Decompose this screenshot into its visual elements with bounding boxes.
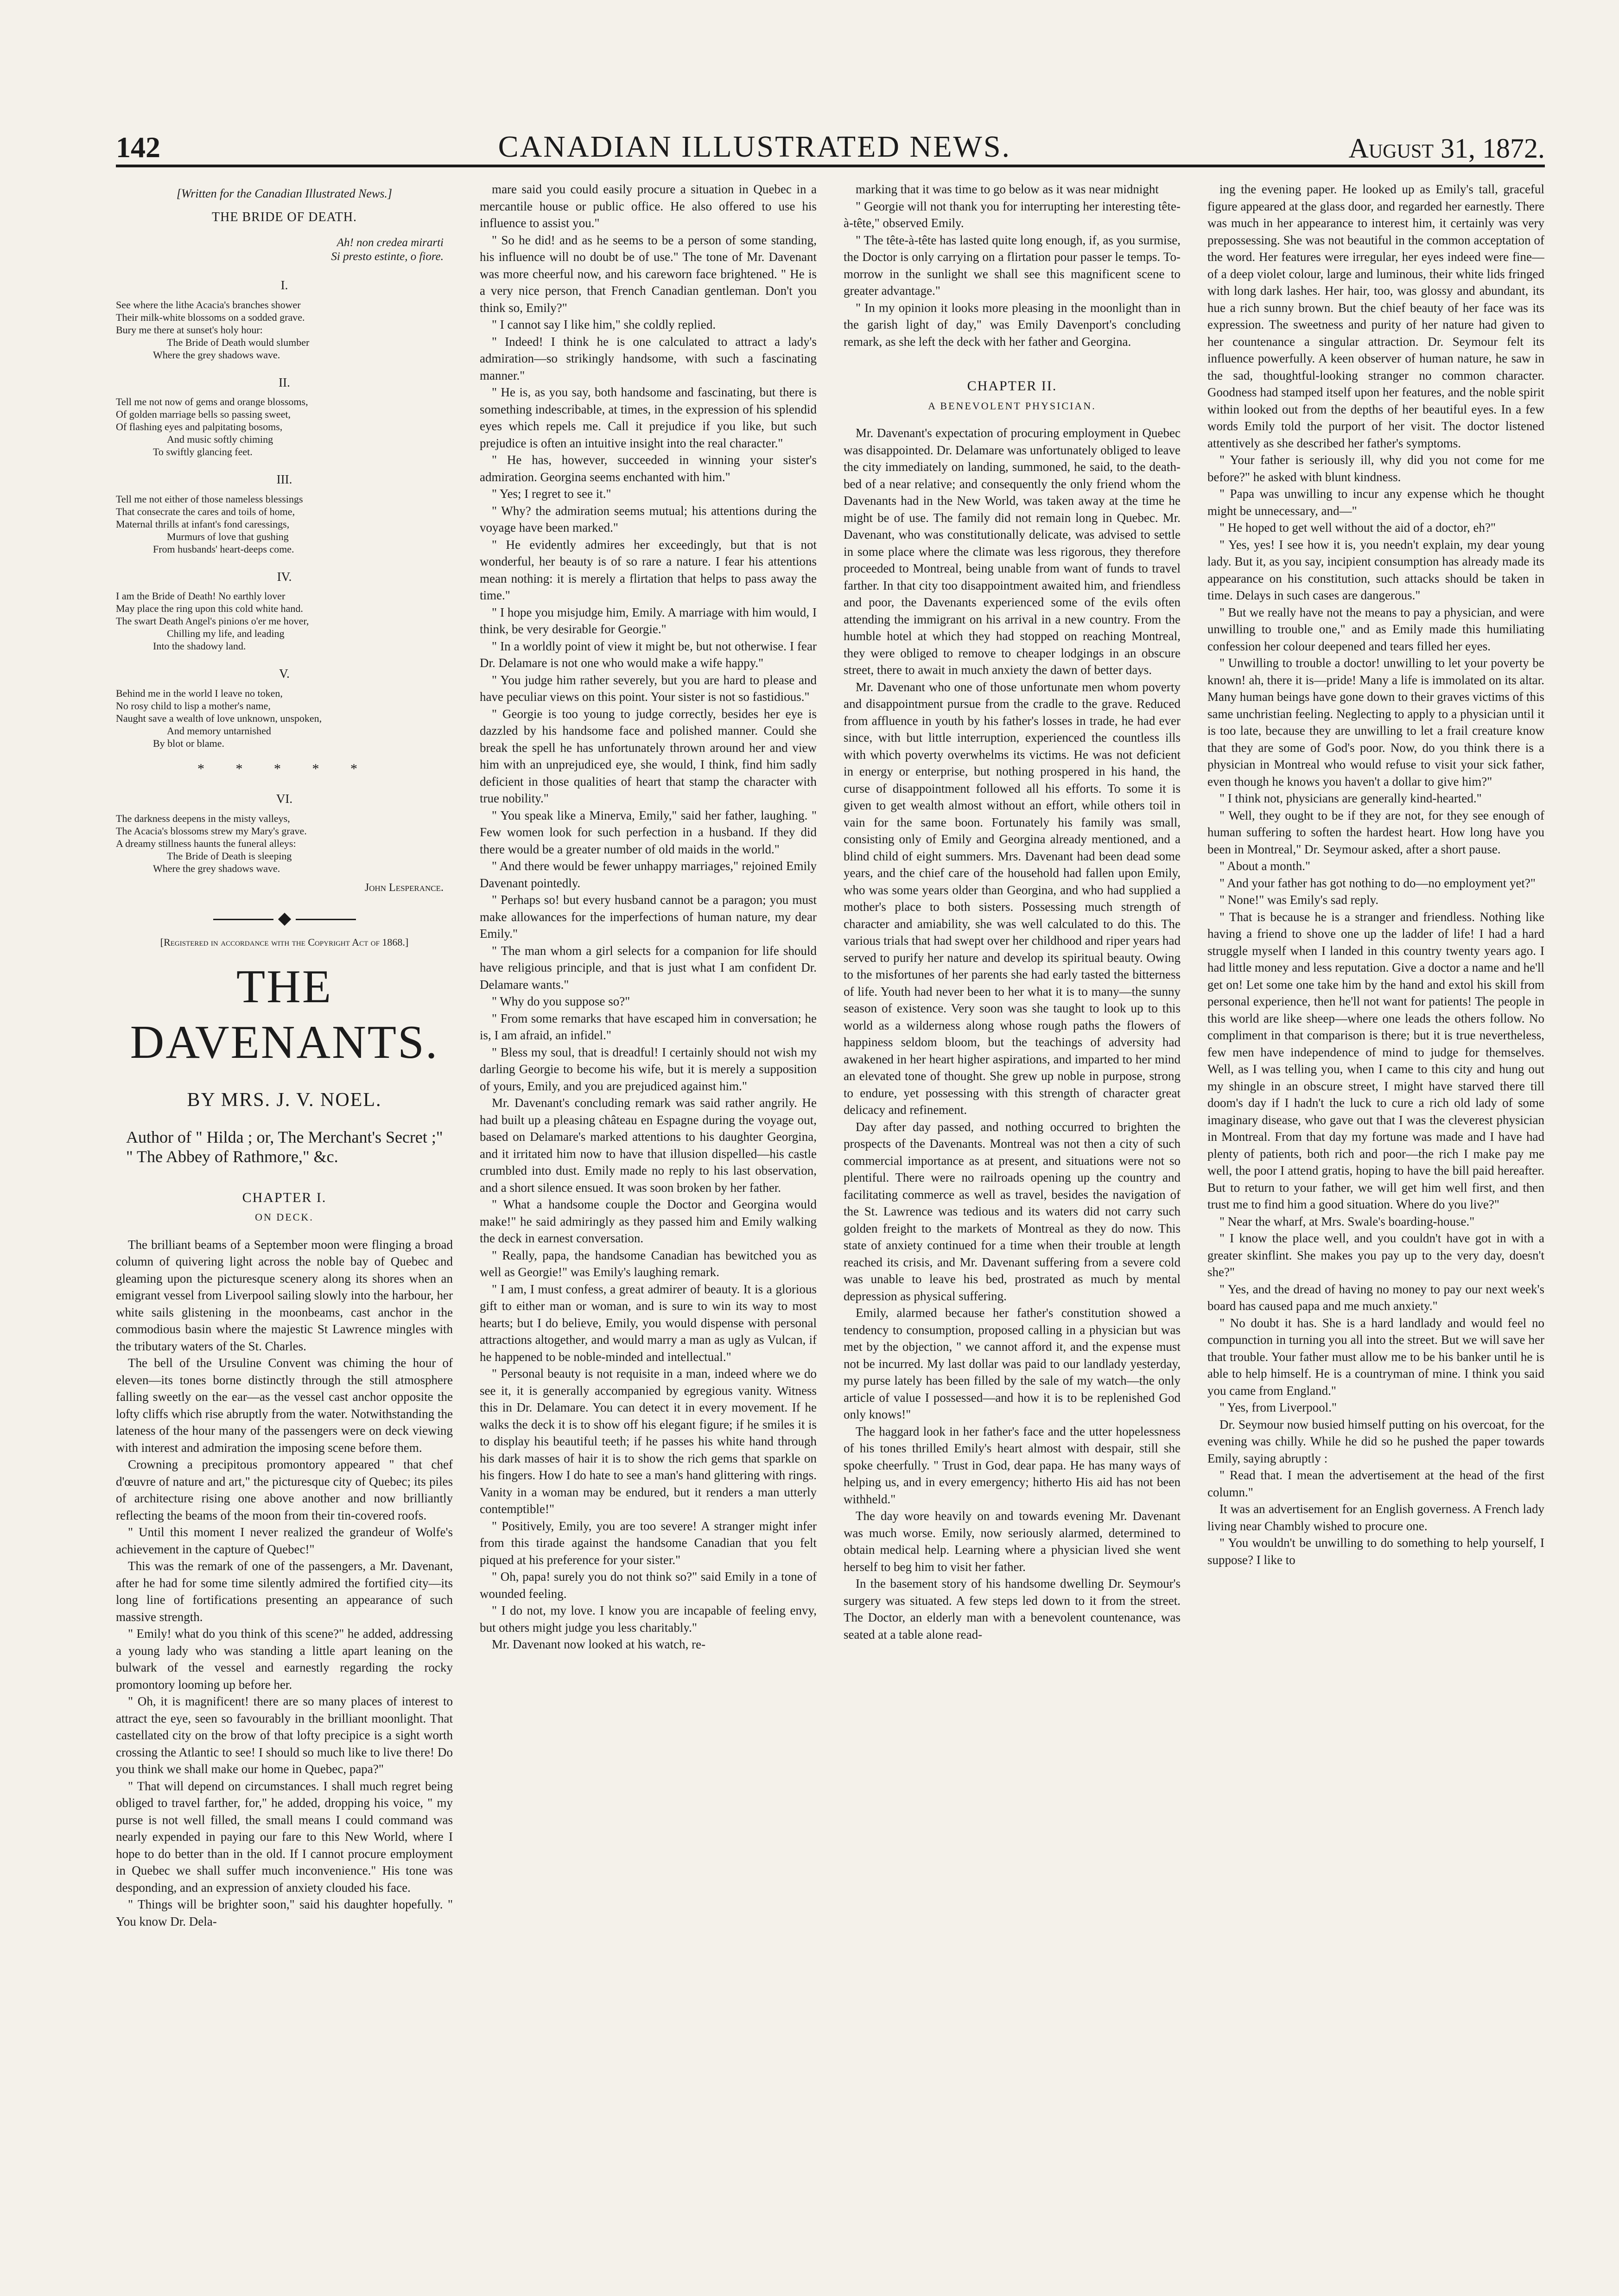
paragraph: It was an advertisement for an English governess. A French lady living near Chambly wished to procure one. [1207,1502,1544,1533]
poem-line: No rosy child to lisp a mother's name, [116,700,271,712]
serial-byline: BY MRS. J. V. NOEL. [187,1089,382,1111]
poem-last-stanza [116,790,453,875]
stanza-numeral: II. [279,375,290,389]
poem-line: Tell me not now of gems and orange blossoms, [116,396,308,407]
paragraph: " Georgie will not thank you for interrupting her interesting tête-à-tête," observed Emily. [844,199,1181,230]
column-4-text [1207,181,1544,1568]
poem-line: Chilling my life, and leading [167,628,285,639]
paragraph: " Emily! what do you think of this scene?" he added, addressing a young lady who was standing a little apart leaning on the bulwark of the vessel and earnestly regarding the rocky promontory looming up before her. [116,1627,453,1692]
paragraph: " Read that. I mean the advertisement at the head of the first column." [1207,1468,1544,1499]
copyright-notice: [Registered in accordance with the Copyright Act of 1868.] [160,936,409,948]
poem-line: A dreamy stillness haunts the funeral alleys: [116,837,296,849]
paragraph: " Why? the admiration seems mutual; his attentions during the voyage have been marked." [480,503,817,534]
paragraph: " Really, papa, the handsome Canadian has bewitched you as well as Georgie!" was Emily's laughing remark. [480,1248,817,1279]
paragraph: " Oh, it is magnificent! there are so many places of interest to attract the eye, seen so favourably in the brilliant moonlight. That castellated city on the brow of that lofty precipice is a sight worth crossing the Atlantic to see! I should so much like to live there! Do you think we shall make our home in Quebec, papa?" [116,1694,453,1776]
paragraph: This was the remark of one of the passengers, a Mr. Davenant, after he had for some time silently admired the fortified city—its long line of fortifications presenting an appearance of such massive strength. [116,1559,453,1624]
epigraph-line: Si presto estinte, o fiore. [331,250,444,263]
paragraph: " From some remarks that have escaped him in conversation; he is, I am afraid, an infidel." [480,1011,817,1042]
poem-line: Into the shadowy land. [153,640,246,652]
stanza-lines [116,395,453,458]
poem-stars: * * * * * [197,761,371,776]
poem-line: And music softly chiming [167,433,273,445]
paragraph: Day after day passed, and nothing occurred to brighten the prospects of the Davenants. Montreal was not then a city of such commercial importance as at present, and situations were not so plentiful. There were no railroads opening up the country and facilitating commerce as well as travel, besides the navigation of the St. Lawrence was tedious and its waters did not carry such golden freight to the markets of Montreal as they do now. This state of anxiety continued for a time when their trouble at length reached its crisis, and Mr. Davenant suffering from a severe cold was unable to leave his bed, prostrated as much by mental depression as physical suffering. [844,1119,1181,1303]
paragraph: " You wouldn't be unwilling to do something to help yourself, I suppose? I like to [1207,1536,1544,1567]
stanza-lines [116,493,453,555]
paragraph: Mr. Davenant now looked at his watch, re- [492,1637,706,1651]
paragraph: " I cannot say I like him," she coldly replied. [492,318,716,331]
poem-line: By blot or blame. [153,737,224,749]
poem-line: Bury me there at sunset's holy hour: [116,324,263,336]
paragraph: " Yes; I regret to see it." [492,487,611,501]
ornament-line [213,919,273,920]
paragraph: Crowning a precipitous promontory appeared " that chef d'œuvre of nature and art," the picturesque city of Quebec; its piles of architecture rising one above another and now brilliantly reflecting the beams of the moon from their tin-covered roofs. [116,1457,453,1522]
poem-stanza [116,790,453,875]
paragraph: " Yes, and the dread of having no money to pay our next week's board has caused papa and me much anxiety." [1207,1282,1544,1313]
poem-stanza [116,568,453,653]
poem-epigraph [116,236,444,264]
paragraph: " Near the wharf, at Mrs. Swale's boarding-house." [1219,1214,1475,1228]
poem-line: Of flashing eyes and palpitating bosoms, [116,421,283,432]
paragraph: " About a month." [1219,859,1311,873]
paragraph: " Things will be brighter soon," said his daughter hopefully. " You know Dr. Dela- [116,1897,453,1928]
poem-line: That consecrate the cares and toils of home, [116,505,295,517]
paragraph: Dr. Seymour now busied himself putting on his overcoat, for the evening was chilly. While he did so he pushed the paper towards Emily, saying abruptly : [1207,1417,1544,1465]
paragraph: " He is, as you say, both handsome and fascinating, but there is something indescribable, at times, in the expression of his splendid eyes which repels me. Call it prejudice if you like, but such prejudice is often an intuitive insight into the real character." [480,385,817,450]
stanza-numeral: I. [280,278,288,292]
poem-line: The Bride of Death would slumber [167,336,310,348]
paragraph: " In a worldly point of view it might be, but not otherwise. I fear Dr. Delamare is not one who would make a wife happy." [480,639,817,670]
paragraph: " Yes, from Liverpool." [1219,1400,1337,1414]
stanza-numeral: III. [276,472,292,486]
paragraph: " Georgie is too young to judge correctly, besides her eye is dazzled by his handsome face and polished manner. Could she break the spell he has unfortunately thrown around her and view him with an unprejudiced eye, she would, I think, find him sadly deficient in those qualities of heart that stamp the character with true nobility." [480,706,817,805]
paragraph: Mr. Davenant who one of those unfortunate men whom poverty and disappointment pursue from the cradle to the grave. Reduced from affluence in youth by his father's losses in trade, he had ever since, with but little interruption, experienced the countless ills with which poverty overwhelms its victims. He was not deficient in energy or enterprise, but nothing prospered in his hand, the curse of disappointment followed all his efforts. To some it is given to get wealth almost without an effort, while others toil in vain for the same boon. Fortunately his family was small, consisting only of Emily and Georgina already mentioned, and a blind child of eight summers. Mrs. Davenant had been dead some years, and the chief care of the household had fallen upon Emily, who was some years older than Georgina, and who had supplied a mother's place to both sisters. Possessing much strength of character and amiability, she was well calculated to do this. The various trials that had swept over her childhood and riper years had served to purify her nature and develop its spiritual beauty. Owing to the misfortunes of her parents she had early tasted the bitterness of life. Youth had never been to her what it is to many—the sunny season of existence. Very soon was she taught to look up to this world as a wilderness along whose rough paths the flowers of happiness seldom bloom, but the teachings of adversity had awakened in her heart higher aspirations, and imparted to her mind an elevated tone of thought. She grew up noble in purpose, strong to endure, yet possessing with this strength of character great delicacy and refinement. [844,680,1181,1117]
epigraph-line: Ah! non credea mirarti [336,236,444,249]
issue-date: August 31, 1872. [1348,133,1545,164]
author-credits: Author of " Hilda ; or, The Merchant's Secret ;" " The Abbey of Rathmore," &c. [126,1127,443,1166]
ornament-divider [116,915,453,924]
publication-title: CANADIAN ILLUSTRATED NEWS. [498,130,1011,164]
stanza-numeral: VI. [276,792,293,806]
stanza-numeral: V. [279,667,290,681]
paragraph: " And your father has got nothing to do—no employment yet?" [1219,876,1536,890]
serial-title: THE DAVENANTS. [130,960,439,1068]
poem-line: I am the Bride of Death! No earthly lover [116,590,286,602]
paragraph: " That will depend on circumstances. I shall much regret being obliged to travel farther, for," he added, dropping his voice, " my purse is not well filled, the small means I could command was nearly expended in paying our fare to this New World, where I hope to do better than in the old. If I cannot procure employment in Quebec we shall suffer much inconvenience." His tone was desponding, and an expression of anxiety clouded his face. [116,1779,453,1895]
paragraph: Emily, alarmed because her father's constitution showed a tendency to consumption, proposed calling in a physician but was met by the objection, " we cannot afford it, and the expense must not be incurred. My last dollar was paid to our landlady yesterday, my purse lately has been filled by the sale of my watch—the only article of value I possessed—and how it is to be replenished God only knows!" [844,1306,1181,1421]
poem-line: Murmurs of love that gushing [167,530,289,542]
poem-signature: John Lesperance. [364,881,444,894]
poem-line: May place the ring upon this cold white hand. [116,603,303,614]
paragraph: ing the evening paper. He looked up as Emily's tall, graceful figure appeared at the glass door, and regarded her earnestly. There was much in her appearance to interest him, it certainly was very prepossessing. She was not beautiful in the common acceptation of the word. Her features were irregular, her eyes indeed were fine—of a deep violet colour, large and luminous, their white lids fringed with long dark lashes. Her hair, too, was glossy and abundant, its hue a rich sunny brown. But the chief beauty of her face was its expression. The sweetness and purity of her nature had given to her countenance a singular attraction. Dr. Seymour felt its influence powerfully. A keen observer of human nature, he saw in the sad, thoughtful-looking stranger no common character. Goodness had stamped itself upon her features, and the noble spirit within looked out from the depths of her beautiful eyes. In a few words Emily told the purport of her visit. The doctor listened attentively as she described her father's symptoms. [1207,182,1544,450]
paragraph: Mr. Davenant's expectation of procuring employment in Quebec was disappointed. Dr. Delamare was unfortunately obliged to leave the city immediately on landing, summoned, he said, to the death-bed of a near relative; and consequently the only friend whom the Davenants had in the New World, was taken away at the time he might be of use. The family did not remain long in Quebec. Mr. Davenant, who was constitutionally delicate, was advised to settle in some place where the climate was less rigorous, they therefore proceeded to Montreal, being unable from want of funds to travel farther. In that city too disappointment awaited him, and friendless and poor, the Davenants experienced some of the evils often attending the immigrant on his arrival in a new country. From the humble hotel at which they had stopped on reaching Montreal, they were obliged to remove to cheaper lodgings in an obscure street, there to await in much anxiety the dawn of better days. [844,426,1181,677]
stanza-lines [116,590,453,652]
paragraph: The day wore heavily on and towards evening Mr. Davenant was much worse. Emily, now seriously alarmed, determined to obtain medical help. Learning where a physician lived she went herself to beg him to visit her father. [844,1509,1181,1574]
paragraph: " Your father is seriously ill, why did you not come for me before?" he asked with blunt kindness. [1207,453,1544,484]
paragraph: " He evidently admires her exceedingly, but that is not wonderful, her beauty is of so rare a nature. I fear his attentions mean nothing: it is merely a flirtation that helps to pass away the time." [480,537,817,602]
column-2-text [480,181,817,1653]
paragraph: The bell of the Ursuline Convent was chiming the hour of eleven—its tones borne distinctly through the still atmosphere falling sweetly on the ear—as the vessel cast anchor opposite the lofty cliffs which rise abruptly from the water. Notwithstanding the lateness of the hour many of the passengers were on deck viewing with interest and admiration the imposing scene before them. [116,1356,453,1455]
paragraph: " I do not, my love. I know you are incapable of feeling envy, but others might judge you less charitably." [480,1603,817,1635]
stanza-lines [116,687,453,750]
poem-line: The Bride of Death is sleeping [167,850,292,862]
paragraph: " I know the place well, and you couldn't have got in with a greater skinflint. She makes you pay up to the very day, doesn't she?" [1207,1231,1544,1279]
paragraph: " In my opinion it looks more pleasing in the moonlight than in the garish light of day," was Emily Davenport's concluding remark, as she left the deck with her father and Georgina. [844,300,1181,349]
poem-line: Naught save a wealth of love unknown, unspoken, [116,712,322,724]
paragraph: " I am, I must confess, a great admirer of beauty. It is a glorious gift to either man or woman, and is sure to win its way to most hearts; but I do believe, Emily, you would dispense with personal attractions altogether, and would marry a man as ugly as Vulcan, if he happened to be noble-minded and intellectual." [480,1282,817,1364]
paragraph: " Unwilling to trouble a doctor! unwilling to let your poverty be known! ah, there it is—pride! Many a life is immolated on its altar. Many human beings have gone down to their graves victims of this same unchristian feeling. Neglecting to apply to a physician until it is too late, because they are unwilling to let a frail creature know that they are some of God's poor. Now, do you think there is a physician in Montreal who would refuse to visit your sick father, even though he knows you haven't a dollar to give him?" [1207,656,1544,789]
poem-line: The swart Death Angel's pinions o'er me hover, [116,615,309,627]
poem-stanza [116,665,453,750]
paragraph: " None!" was Emily's sad reply. [1219,893,1379,907]
paragraph: " Oh, papa! surely you do not think so?" said Emily in a tone of wounded feeling. [480,1570,817,1601]
paragraph: The brilliant beams of a September moon were flinging a broad column of quivering light across the noble bay of Quebec and gleaming upon the picturesque scenery along its shores when an emigrant vessel from Liverpool sailing slowly into the harbour, her white sails glistening in the moonbeams, cast anchor in the commodious basin where the majestic St Lawrence mingles with the tributary waters of the St. Charles. [116,1237,453,1353]
poem-stanza [116,374,453,458]
poem-line: Their milk-white blossoms on a sodded grave. [116,311,305,323]
paragraph: " That is because he is a stranger and friendless. Nothing like having a friend to shove one up the ladder of life! I had a hard struggle myself when I landed in this country twenty years ago. I had little money and less reputation. Give a doctor a name and he'll get on! Let some one take him by the hand and extol his skill from personal experience, then he'll not want for patients! The people in this world are like sheep—where one leads the others follow. No compliment in that comparison is there; but it is true nevertheless, few men have independence of mind to judge for themselves. Well, as I was telling you, when I came to this city and hung out my shingle in an obscure street, I might have starved there till doom's day if I hadn't the luck to cure a rich old lady of some imaginary disease, who gave out that I was the cleverest physician in Montreal. From that day my fortune was made and I have had plenty of patients, both rich and poor—the rich I make pay me well, the poor I attend gratis, hoping to have the bill paid hereafter. But to return to your father, we will get him well first, and then trust me to find him a good situation. Where do you live?" [1207,909,1544,1211]
poem-line: Maternal thrills at infant's fond caressings, [116,518,290,530]
paragraph: " Bless my soul, that is dreadful! I certainly should not wish my darling Georgie to become his wife, but it is merely a supposition of yours, Emily, and you are prejudiced against him." [480,1045,817,1093]
paragraph: " But we really have not the means to pay a physician, and were unwilling to trouble one," and as Emily made this humiliating confession her colour deepened and tears filled her eyes. [1207,605,1544,653]
poem-stanzas [116,277,453,750]
paragraph: " He hoped to get well without the aid of a doctor, eh?" [1219,521,1496,534]
column-2 [480,181,817,2253]
paragraph: " Perhaps so! but every husband cannot be a paragon; you must make allowances for the imperfections of human nature, my dear Emily." [480,893,817,941]
paragraph: " Well, they ought to be if they are not, for they see enough of human suffering to soften the hardest heart. How long have you been in Montreal," Dr. Seymour asked, after a short pause. [1207,808,1544,856]
poem-line: And memory untarnished [167,725,271,737]
paragraph: " I hope you misjudge him, Emily. A marriage with him would, I think, be very desirable for Georgie." [480,605,817,636]
poem-stanza [116,471,453,555]
paragraph: " The tête-à-tête has lasted quite long enough, if, as you surmise, the Doctor is only carrying on a flirtation pour passer le temps. To-morrow in the sunlight we shall see this magnificent scene to greater advantage." [844,233,1181,298]
paragraph: " The man whom a girl selects for a companion for life should have religious principle, and that is just what I am confident Dr. Delamare wants." [480,943,817,992]
chapter-2-subtitle: A BENEVOLENT PHYSICIAN. [928,400,1096,412]
paragraph: In the basement story of his handsome dwelling Dr. Seymour's surgery was situated. A few steps led down to it from the street. The Doctor, an elderly man with a benevolent countenance, was seated at a table alone read- [844,1577,1181,1641]
column-4 [1207,181,1544,2253]
paragraph: " Papa was unwilling to incur any expense which he thought might be unnecessary, and—" [1207,487,1544,518]
paragraph: " Indeed! I think he is one calculated to attract a lady's admiration—so strikingly handsome, with such a fascinating manner." [480,334,817,382]
paragraph: " Yes, yes! I see how it is, you needn't explain, my dear young lady. But it, as you say, incipient consumption has already made its appearance on his constitution, such attacks should be taken in time. Delays in such cases are dangerous." [1207,537,1544,602]
poem-line: From husbands' heart-deeps come. [153,543,294,555]
stanza-lines [116,299,453,361]
paragraph: " You speak like a Minerva, Emily," said her father, laughing. " Few women look for such perfection in a husband. If they did there would be a greater number of old maids in the world." [480,808,817,856]
poem-line: The darkness deepens in the misty valleys, [116,812,290,824]
poem-line: Where the grey shadows wave. [153,349,280,361]
poem-line: Of golden marriage bells so passing sweet, [116,408,291,420]
column-3-text-b [844,425,1181,1643]
poem-line: See where the lithe Acacia's branches shower [116,299,301,311]
paragraph: Mr. Davenant's concluding remark was said rather angrily. He had built up a pleasing château en Espagne during the voyage out, based on Delamare's marked attentions to his daughter Georgina, and it irritated him now to have that illusion dispelled—his castle crumbled into dust. Emily made no reply to his last observation, and a short silence ensued. It was soon broken by her father. [480,1096,817,1195]
paragraph: " What a handsome couple the Doctor and Georgina would make!" he said admiringly as they passed him and Emily walking the deck in earnest conversation. [480,1197,817,1245]
poem-title: THE BRIDE OF DEATH. [212,210,357,224]
column-1 [116,181,453,2253]
poem-line: Behind me in the world I leave no token, [116,687,283,699]
masthead [116,114,1545,167]
ornament-line [296,919,356,920]
chapter-1-subtitle: ON DECK. [255,1211,314,1223]
paragraph: The haggard look in her father's face and the utter hopelessness of his tones thrilled Emily's heart almost with despair, still she spoke cheerfully. " Trust in God, dear papa. He has many ways of helping us, and in every emergency; hitherto His aid has not been withheld." [844,1424,1181,1506]
paragraph: " Until this moment I never realized the grandeur of Wolfe's achievement in the capture of Quebec!" [116,1525,453,1556]
page-number: 142 [116,131,160,164]
text-columns [116,181,1545,2253]
column-1-text [116,1236,453,1930]
paragraph: " So he did! and as he seems to be a person of some standing, his influence will no doubt be of use." The tone of Mr. Davenant was more cheerful now, and his careworn face brightened. " He is a very nice person, that French Canadian gentleman. Don't you think so, Emily?" [480,233,817,315]
ornament-diamond-icon [278,913,291,926]
stanza-lines [116,812,453,875]
paragraph: " Personal beauty is not requisite in a man, indeed where we do see it, it is generally accompanied by egregious vanity. Witness this in Dr. Delamare. You can detect it in every movement. If he walks the deck it is to show off his elegant figure; if he smiles it is to display his beautiful teeth; if he passes his white hand through his dark masses of hair it is to show the rich gems that sparkle on his fingers. How I do hate to see a man's hand glittering with rings. Vanity in a woman may be endured, but it renders a man utterly contemptible!" [480,1367,817,1516]
column-3-text-a [844,181,1181,350]
paragraph: " You judge him rather severely, but you are hard to please and have peculiar views on this point. Your sister is not so fastidious." [480,673,817,704]
paragraph: " And there would be fewer unhappy marriages," rejoined Emily Davenant pointedly. [480,859,817,890]
poem-line: The Acacia's blossoms strew my Mary's grave. [116,825,307,837]
chapter-1-title: CHAPTER I. [242,1189,327,1205]
paragraph: " No doubt it has. She is a hard landlady and would feel no compunction in turning you all into the street. But we will save her that trouble. Your father must allow me to be his banker until he is able to help himself. He is a countryman of mine. I think you said you came from England." [1207,1316,1544,1398]
paragraph: marking that it was time to go below as it was near midnight [856,182,1159,196]
paragraph: " He has, however, succeeded in winning your sister's admiration. Georgina seems enchanted with him." [480,453,817,484]
paragraph: " Why do you suppose so?" [492,994,630,1008]
paragraph: " Positively, Emily, you are too severe! A stranger might infer from this tirade against the handsome Canadian that you felt piqued at his preference for your sister." [480,1519,817,1567]
chapter-2-title: CHAPTER II. [967,378,1057,394]
column-3 [844,181,1181,2253]
paragraph: " I think not, physicians are generally kind-hearted." [1219,791,1482,805]
poem-line: To swiftly glancing feet. [153,446,253,458]
poem-credit: [Written for the Canadian Illustrated News.] [176,187,393,200]
poem-line: Where the grey shadows wave. [153,862,280,874]
poem-line: Tell me not either of those nameless blessings [116,493,303,505]
paragraph: mare said you could easily procure a situation in Quebec in a mercantile house or public office. He also offered to use his influence to assist you." [480,182,817,230]
stanza-numeral: IV. [277,569,292,584]
poem-stanza [116,277,453,361]
